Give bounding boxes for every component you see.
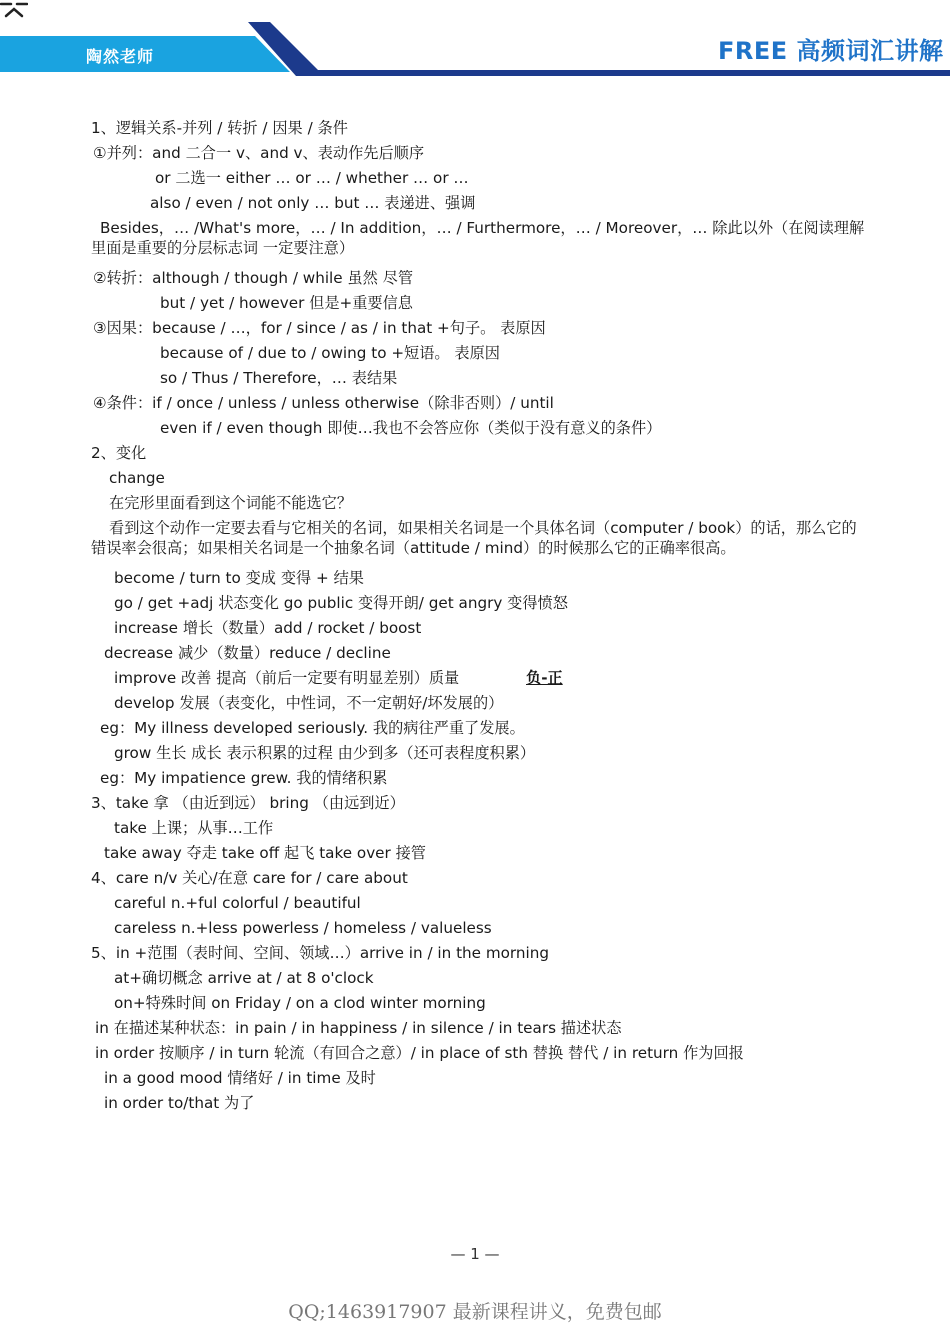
text-line: go / get +adj 状态变化 go public 变得开朗/ get angry 变得愤怒 [114,594,568,612]
text-line: in a good mood 情绪好 / in time 及时 [104,1069,376,1087]
text-line: or 二选一 either … or … / whether … or … [155,169,469,187]
teacher-name: 陶然老师 [86,47,155,66]
text-line: in order 按顺序 / in turn 轮流（有回合之意）/ in place of sth 替换 替代 / in return 作为回报 [95,1044,744,1062]
section-heading-3: 3、take 拿 （由近到远） bring （由远到近） [91,794,405,812]
section-heading-1: 1、逻辑关系-并列 / 转折 / 因果 / 条件 [91,119,348,137]
page-header [0,0,950,80]
text-line: ③因果：because / …，for / since / as / in that +句子。 表原因 [93,319,546,337]
text-line: become / turn to 变成 变得 + 结果 [114,569,364,587]
text-line: even if / even though 即使…我也不会答应你（类似于没有意义的条件） [160,419,662,437]
text-line: develop 发展（表变化，中性词，不一定朝好/坏发展的） [114,694,504,712]
text-line: ②转折：although / though / while 虽然 尽管 [93,269,414,287]
section-heading-4: 4、care n/v 关心/在意 care for / care about [91,869,408,887]
improve-note: 负-正 [526,669,563,687]
section-heading-5: 5、in +范围（表时间、空间、领域…）arrive in / in the morning [91,944,549,962]
footer-note: QQ;1463917907 最新课程讲义，免费包邮 [288,1301,662,1323]
text-line: take 上课；从事…工作 [114,819,274,837]
text-line: eg：My impatience grew. 我的情绪积累 [100,769,388,787]
text-line: take away 夺走 take off 起飞 take over 接管 [104,844,426,862]
eyes-logo-icon [0,0,28,20]
text-paragraph: Besides，… /What's more，… / In addition，… / Furthermore，… / Moreover，… 除此以外（在阅读理解里面是重要的分层标志词 一定要注意） [91,219,865,257]
brand-title: FREE 高频词汇讲解 [718,37,944,65]
text-line: decrease 减少（数量）reduce / decline [104,644,391,662]
text-line: careless n.+less powerless / homeless / valueless [114,919,492,937]
text-line: 在完形里面看到这个词能不能选它？ [109,494,352,512]
text-line: on+特殊时间 on Friday / on a clod winter morning [114,994,486,1012]
text-line: increase 增长（数量）add / rocket / boost [114,619,422,637]
text-line: improve 改善 提高（前后一定要有明显差别）质量 [114,669,460,687]
text-line: eg：My illness developed seriously. 我的病往严重了发展。 [100,719,525,737]
text-line: grow 生长 成长 表示积累的过程 由少到多（还可表程度积累） [114,744,536,762]
text-line: also / even / not only … but … 表递进、强调 [150,194,476,212]
text-line: change [109,469,165,487]
text-line: so / Thus / Therefore，… 表结果 [160,369,398,387]
text-paragraph: 看到这个动作一定要去看与它相关的名词，如果相关名词是一个具体名词（computer / book）的话，那么它的错误率会很高；如果相关名词是一个抽象名词（attitude / mind）的时候那么它的正确率很高。 [91,519,857,557]
page-number: — 1 — [450,1245,500,1263]
text-line: but / yet / however 但是+重要信息 [160,294,413,312]
text-line: ④条件：if / once / unless / unless otherwise（除非否则）/ until [93,394,554,412]
text-line: ①并列：and 二合一 v、and v、表动作先后顺序 [93,144,425,162]
section-heading-2: 2、变化 [91,444,147,462]
text-line: careful n.+ful colorful / beautiful [114,894,361,912]
text-line: in 在描述某种状态：in pain / in happiness / in silence / in tears 描述状态 [95,1019,622,1037]
text-line: in order to/that 为了 [104,1094,255,1112]
text-line: at+确切概念 arrive at / at 8 o'clock [114,969,374,987]
text-line: because of / due to / owing to +短语。 表原因 [160,344,500,362]
